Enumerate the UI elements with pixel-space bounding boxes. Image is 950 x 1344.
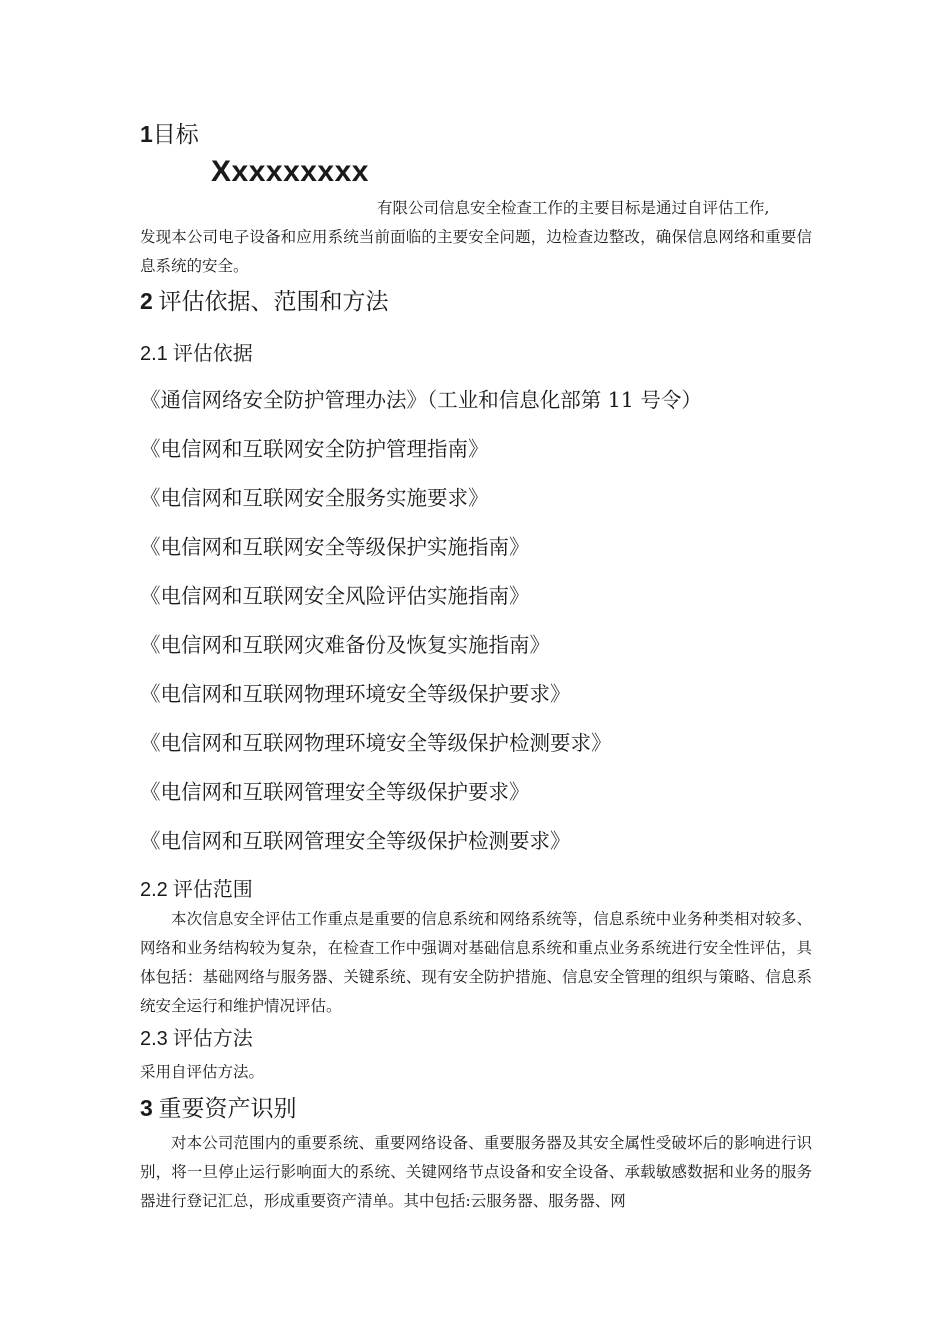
- section-1-number: 1: [140, 121, 153, 147]
- subsection-2-2-heading: [140, 873, 253, 902]
- reference-item: 《电信网和互联网管理安全等级保护检测要求》: [140, 829, 571, 853]
- reference-item: 《电信网和互联网灾难备份及恢复实施指南》: [140, 633, 550, 657]
- reference-item: 《电信网和互联网物理环境安全等级保护要求》: [140, 682, 571, 706]
- reference-item: 《电信网和互联网管理安全等级保护要求》: [140, 780, 530, 804]
- reference-item: 《电信网和互联网安全风险评估实施指南》: [140, 584, 530, 608]
- section-3-number: 3: [140, 1095, 153, 1121]
- section-3-title: 重要资产识别: [158, 1096, 297, 1122]
- subsection-2-1-number: 2.1: [140, 343, 168, 365]
- subsection-2-1-heading: [140, 337, 253, 366]
- section-2-number: 2: [140, 288, 153, 314]
- reference-item: 《电信网和互联网安全防护管理指南》: [140, 437, 489, 461]
- asset-identification-paragraph: 对本公司范围内的重要系统、重要网络设备、重要服务器及其安全属性受破坏后的影响进行识别，将一旦停止运行影响面大的系统、关键网络节点设备和安全设备、承载敏感数据和业务的服务器进行登记汇总，形成重要资产清单。其中包括:云服务器、服务器、网: [140, 1134, 812, 1210]
- section-2-title: 评估依据、范围和方法: [158, 289, 389, 315]
- section-1-title: 目标: [152, 122, 199, 148]
- objective-paragraph-line1: 有限公司信息安全检查工作的主要目标是通过自评估工作,: [377, 199, 770, 217]
- subsection-2-2-title: 评估范围: [172, 877, 253, 901]
- section-3-heading: [140, 1090, 297, 1123]
- company-name: Xxxxxxxxx: [211, 155, 369, 188]
- scope-paragraph: 本次信息安全评估工作重点是重要的信息系统和网络系统等，信息系统中业务种类相对较多、网络和业务结构较为复杂，在检查工作中强调对基础信息系统和重点业务系统进行安全性评估，具体包括：基础网络与服务器、关键系统、现有安全防护措施、信息安全管理的组织与策略、信息系统安全运行和维护情况评估。: [140, 910, 812, 1015]
- subsection-2-3-heading: [140, 1022, 253, 1051]
- reference-item: 《通信网络安全防护管理办法》（工业和信息化部第 11 号令）: [140, 388, 702, 412]
- subsection-2-3-number: 2.3: [140, 1028, 168, 1050]
- subsection-2-2-number: 2.2: [140, 879, 168, 901]
- reference-item: 《电信网和互联网安全等级保护实施指南》: [140, 535, 530, 559]
- section-2-heading: [140, 283, 389, 316]
- reference-item: 《电信网和互联网安全服务实施要求》: [140, 486, 489, 510]
- subsection-2-3-title: 评估方法: [172, 1026, 253, 1050]
- section-1-heading: [140, 116, 199, 149]
- objective-paragraph: 发现本公司电子设备和应用系统当前面临的主要安全问题，边检查边整改，确保信息网络和重要信息系统的安全。: [140, 228, 812, 275]
- subsection-2-1-title: 评估依据: [172, 341, 253, 365]
- method-paragraph: 采用自评估方法。: [140, 1063, 265, 1081]
- reference-item: 《电信网和互联网物理环境安全等级保护检测要求》: [140, 731, 612, 755]
